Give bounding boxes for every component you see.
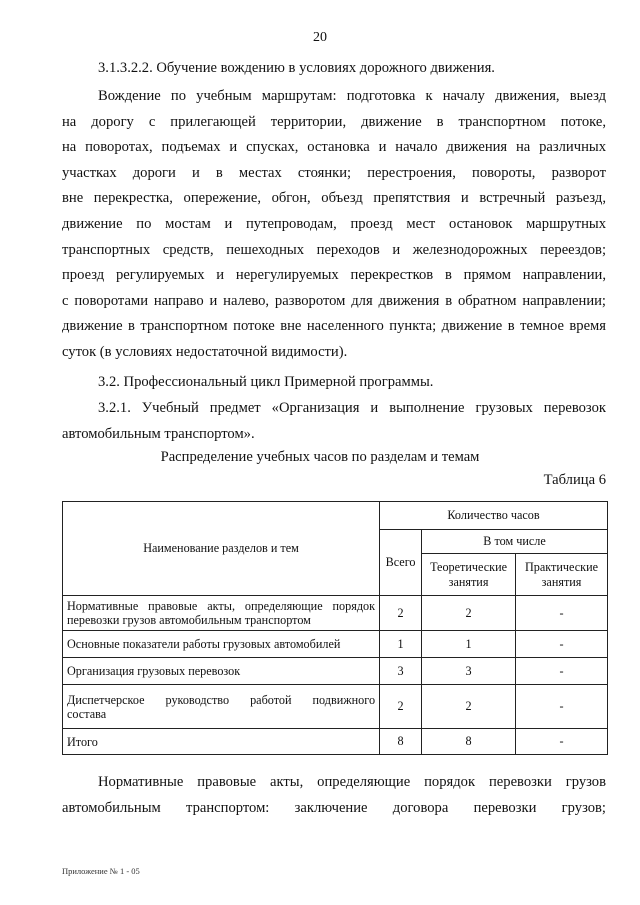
- paragraph-line: автомобильным транспортом: заключение договора перевозки грузов;: [62, 799, 606, 816]
- table-row: [63, 658, 608, 685]
- row-theory: 8: [422, 729, 516, 755]
- paragraph-line: движение по мостам и путепроводам, проезд мест остановок маршрутных: [62, 215, 606, 232]
- paragraph-line: Нормативные правовые акты, определяющие порядок перевозки грузов: [98, 774, 606, 790]
- paragraph-line: участках дороги и в местах стоянки; перестроения, повороты, разворот: [62, 164, 606, 181]
- table-row: [63, 596, 608, 631]
- paragraph-line: транспортных средств, пешеходных переходов и железнодорожных переездов;: [62, 241, 606, 258]
- section-heading: 3.1.3.2.2. Обучение вождению в условиях дорожного движения.: [98, 60, 495, 76]
- row-name-line: перевозки грузов автомобильным транспортом: [67, 613, 311, 627]
- cycle-heading: 3.2. Профессиональный цикл Примерной программы.: [98, 374, 434, 390]
- row-name-line: Нормативные правовые акты, определяющие порядок: [67, 599, 376, 613]
- row-practice: -: [516, 658, 608, 685]
- row-total: 2: [380, 685, 422, 729]
- row-practice: -: [516, 631, 608, 658]
- paragraph-line: на дорогу с прилегающей территории, движение в транспортном потоке,: [62, 113, 606, 130]
- row-total: 1: [380, 631, 422, 658]
- row-name-line: состава: [67, 706, 107, 721]
- row-practice: -: [516, 685, 608, 729]
- row-theory: 2: [422, 596, 516, 631]
- paragraph-line: суток (в условиях недостаточной видимости).: [62, 343, 348, 360]
- row-theory: 1: [422, 631, 516, 658]
- row-name: Основные показатели работы грузовых автомобилей: [63, 631, 380, 658]
- table-label: Таблица 6: [543, 472, 606, 488]
- row-name: [63, 596, 380, 631]
- hours-table: [62, 501, 608, 755]
- paragraph-line: на поворотах, подъемах и спусках, остановка и начало движения на различных: [62, 139, 606, 156]
- row-total: 2: [380, 596, 422, 631]
- paragraph-line: вне перекрестка, опережение, обгон, объезд препятствия и встречный разъезд,: [62, 190, 606, 207]
- paragraph-line: автомобильным транспортом».: [62, 425, 255, 442]
- header-hours: Количество часов: [380, 502, 608, 530]
- header-theory: Теоретические занятия: [422, 554, 516, 596]
- row-total: 3: [380, 658, 422, 685]
- page-number: 20: [313, 30, 327, 45]
- subject-paragraph: [62, 396, 606, 447]
- distribution-title: Распределение учебных часов по разделам и темам: [160, 449, 480, 465]
- header-name: Наименование разделов и тем: [63, 502, 380, 596]
- driving-paragraph: [62, 84, 606, 366]
- row-theory: 3: [422, 658, 516, 685]
- table-row: [63, 729, 608, 755]
- row-name-line: Диспетчерское руководство работой подвижного: [67, 692, 376, 707]
- paragraph-line: движение в транспортном потоке вне населенного пункта; движение в темное время: [62, 318, 606, 335]
- header-including: В том числе: [422, 530, 608, 554]
- row-practice: -: [516, 596, 608, 631]
- header-total: Всего: [380, 530, 422, 596]
- paragraph-line: проезд регулируемых и нерегулируемых перекрестков в прямом направлении,: [62, 267, 606, 284]
- row-theory: 2: [422, 685, 516, 729]
- row-total: 8: [380, 729, 422, 755]
- row-name: Итого: [63, 729, 380, 755]
- row-name: [63, 685, 380, 729]
- paragraph-line: Вождение по учебным маршрутам: подготовка к началу движения, выезд: [98, 88, 606, 104]
- table-row: [63, 631, 608, 658]
- header-practice: Практические занятия: [516, 554, 608, 596]
- row-practice: -: [516, 729, 608, 755]
- paragraph-line: с поворотами направо и налево, разворотом для движения в обратном направлении;: [62, 292, 606, 309]
- bottom-paragraph: [62, 770, 606, 821]
- footer-note: Приложение № 1 - 05: [62, 866, 140, 876]
- row-name: Организация грузовых перевозок: [63, 658, 380, 685]
- paragraph-line: 3.2.1. Учебный предмет «Организация и выполнение грузовых перевозок: [98, 400, 606, 416]
- table-row: [63, 685, 608, 729]
